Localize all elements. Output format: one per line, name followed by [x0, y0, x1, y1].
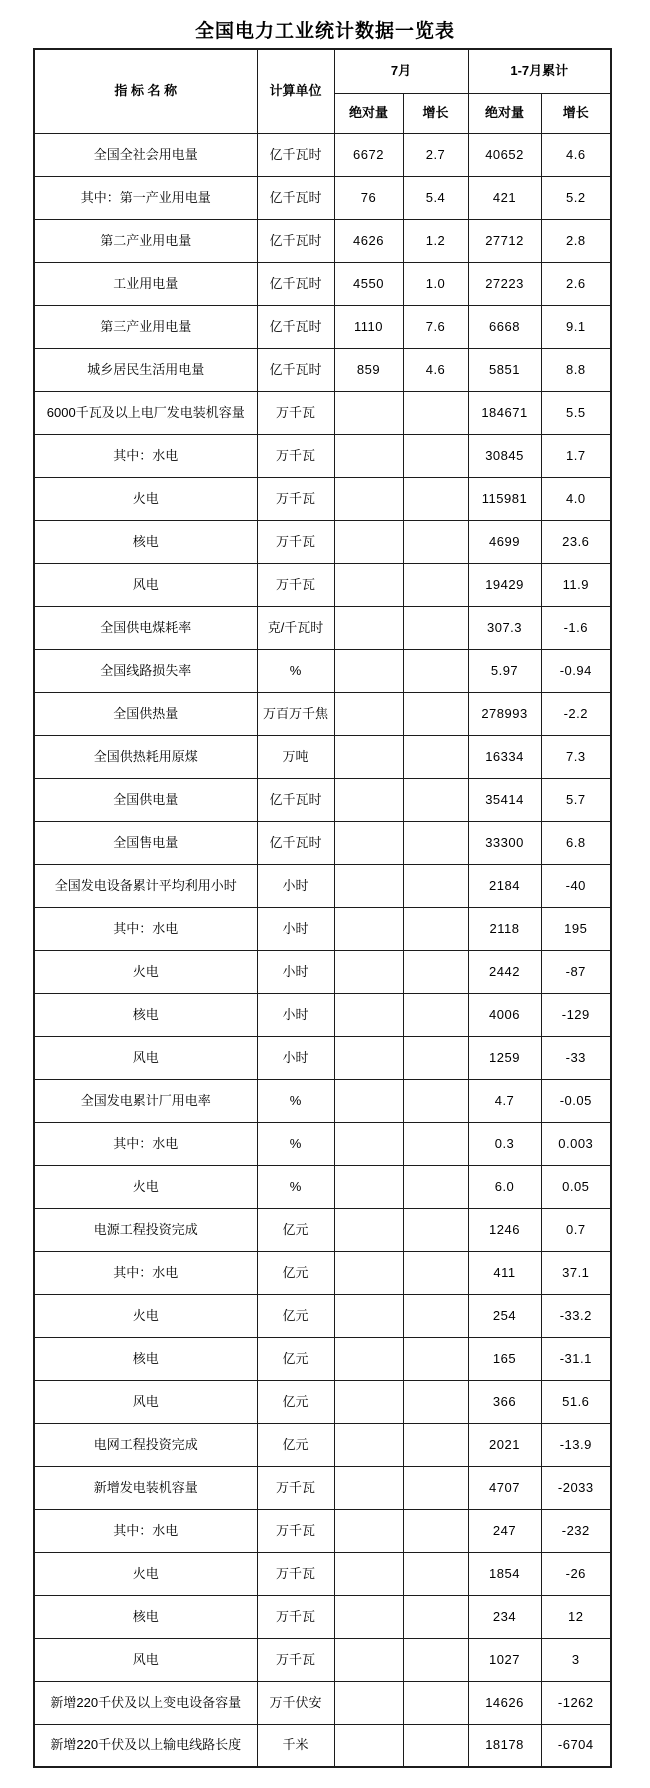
july-growth-cell — [403, 1509, 468, 1552]
header-cumulative: 1-7月累计 — [468, 49, 611, 93]
july-absolute-cell — [334, 692, 403, 735]
indicator-cell: 火电 — [34, 1294, 257, 1337]
cumulative-growth-cell: 4.6 — [541, 133, 611, 176]
cumulative-growth-cell: 9.1 — [541, 305, 611, 348]
july-absolute-cell — [334, 391, 403, 434]
cumulative-absolute-cell: 16334 — [468, 735, 541, 778]
cumulative-growth-cell: 37.1 — [541, 1251, 611, 1294]
cumulative-absolute-cell: 247 — [468, 1509, 541, 1552]
indicator-cell: 其中：水电 — [34, 434, 257, 477]
july-growth-cell — [403, 1251, 468, 1294]
cumulative-absolute-cell: 27223 — [468, 262, 541, 305]
table-row — [34, 606, 611, 649]
cumulative-absolute-cell: 2442 — [468, 950, 541, 993]
cumulative-absolute-cell: 1854 — [468, 1552, 541, 1595]
july-growth-cell — [403, 1079, 468, 1122]
july-growth-cell — [403, 1165, 468, 1208]
july-growth-cell — [403, 778, 468, 821]
indicator-cell: 火电 — [34, 477, 257, 520]
cumulative-growth-cell: -1.6 — [541, 606, 611, 649]
cumulative-absolute-cell: 2184 — [468, 864, 541, 907]
unit-cell: % — [257, 1165, 334, 1208]
unit-cell: 亿元 — [257, 1208, 334, 1251]
unit-cell: 万千瓦 — [257, 477, 334, 520]
july-growth-cell — [403, 1466, 468, 1509]
july-growth-cell — [403, 520, 468, 563]
table-row — [34, 176, 611, 219]
july-growth-cell — [403, 1208, 468, 1251]
indicator-cell: 其中：水电 — [34, 1122, 257, 1165]
table-row — [34, 1509, 611, 1552]
indicator-cell: 全国供电煤耗率 — [34, 606, 257, 649]
indicator-cell: 电源工程投资完成 — [34, 1208, 257, 1251]
cumulative-growth-cell: -2.2 — [541, 692, 611, 735]
july-absolute-cell — [334, 993, 403, 1036]
indicator-cell: 全国供电量 — [34, 778, 257, 821]
july-growth-cell — [403, 649, 468, 692]
table-header — [34, 49, 611, 133]
cumulative-absolute-cell: 27712 — [468, 219, 541, 262]
july-absolute-cell — [334, 1509, 403, 1552]
table-row — [34, 477, 611, 520]
indicator-cell: 新增发电装机容量 — [34, 1466, 257, 1509]
unit-cell: 亿元 — [257, 1380, 334, 1423]
table-row — [34, 1595, 611, 1638]
indicator-cell: 其中：第一产业用电量 — [34, 176, 257, 219]
july-growth-cell — [403, 1036, 468, 1079]
july-absolute-cell — [334, 649, 403, 692]
cumulative-growth-cell: 0.003 — [541, 1122, 611, 1165]
july-absolute-cell — [334, 1552, 403, 1595]
table-row — [34, 907, 611, 950]
cumulative-growth-cell: 0.05 — [541, 1165, 611, 1208]
cumulative-growth-cell: -13.9 — [541, 1423, 611, 1466]
cumulative-absolute-cell: 1027 — [468, 1638, 541, 1681]
unit-cell: 千米 — [257, 1724, 334, 1767]
page-title: 全国电力工业统计数据一览表 — [194, 21, 455, 42]
cumulative-absolute-cell: 278993 — [468, 692, 541, 735]
july-absolute-cell — [334, 563, 403, 606]
table-row — [34, 692, 611, 735]
table-row — [34, 391, 611, 434]
july-growth-cell: 1.0 — [403, 262, 468, 305]
indicator-cell: 全国线路损失率 — [34, 649, 257, 692]
table-row — [34, 778, 611, 821]
table-row — [34, 1165, 611, 1208]
unit-cell: 万千瓦 — [257, 1509, 334, 1552]
table-row — [34, 133, 611, 176]
cumulative-growth-cell: 5.2 — [541, 176, 611, 219]
july-growth-cell — [403, 864, 468, 907]
cumulative-absolute-cell: 14626 — [468, 1681, 541, 1724]
unit-cell: 亿千瓦时 — [257, 821, 334, 864]
header-july-absolute: 绝对量 — [334, 93, 403, 133]
cumulative-absolute-cell: 411 — [468, 1251, 541, 1294]
header-row-top — [34, 49, 611, 93]
unit-cell: 小时 — [257, 950, 334, 993]
unit-cell: 小时 — [257, 993, 334, 1036]
july-growth-cell — [403, 692, 468, 735]
indicator-cell: 第二产业用电量 — [34, 219, 257, 262]
cumulative-growth-cell: 2.8 — [541, 219, 611, 262]
july-absolute-cell: 859 — [334, 348, 403, 391]
july-absolute-cell — [334, 1595, 403, 1638]
cumulative-absolute-cell: 5851 — [468, 348, 541, 391]
july-absolute-cell — [334, 1638, 403, 1681]
table-row — [34, 864, 611, 907]
july-absolute-cell — [334, 520, 403, 563]
july-absolute-cell — [334, 1036, 403, 1079]
july-growth-cell — [403, 907, 468, 950]
unit-cell: 亿千瓦时 — [257, 348, 334, 391]
cumulative-absolute-cell: 4006 — [468, 993, 541, 1036]
cumulative-growth-cell: 12 — [541, 1595, 611, 1638]
cumulative-growth-cell: -0.94 — [541, 649, 611, 692]
indicator-cell: 火电 — [34, 1165, 257, 1208]
table-row — [34, 1122, 611, 1165]
cumulative-growth-cell: -1262 — [541, 1681, 611, 1724]
july-growth-cell: 1.2 — [403, 219, 468, 262]
july-absolute-cell — [334, 735, 403, 778]
cumulative-absolute-cell: 2118 — [468, 907, 541, 950]
cumulative-absolute-cell: 4699 — [468, 520, 541, 563]
cumulative-absolute-cell: 33300 — [468, 821, 541, 864]
indicator-cell: 全国供热耗用原煤 — [34, 735, 257, 778]
unit-cell: 小时 — [257, 864, 334, 907]
july-growth-cell — [403, 821, 468, 864]
cumulative-growth-cell: 195 — [541, 907, 611, 950]
table-row — [34, 1337, 611, 1380]
unit-cell: 万千瓦 — [257, 563, 334, 606]
july-growth-cell — [403, 1681, 468, 1724]
table-row — [34, 1251, 611, 1294]
cumulative-growth-cell: -40 — [541, 864, 611, 907]
table-row — [34, 1208, 611, 1251]
july-growth-cell — [403, 1552, 468, 1595]
july-growth-cell: 5.4 — [403, 176, 468, 219]
cumulative-absolute-cell: 19429 — [468, 563, 541, 606]
indicator-cell: 火电 — [34, 950, 257, 993]
table-row — [34, 563, 611, 606]
july-growth-cell — [403, 950, 468, 993]
indicator-cell: 全国售电量 — [34, 821, 257, 864]
cumulative-growth-cell: 23.6 — [541, 520, 611, 563]
unit-cell: 万千瓦 — [257, 391, 334, 434]
unit-cell: 万千瓦 — [257, 434, 334, 477]
table-row — [34, 1036, 611, 1079]
july-absolute-cell: 76 — [334, 176, 403, 219]
indicator-cell: 6000千瓦及以上电厂发电装机容量 — [34, 391, 257, 434]
cumulative-growth-cell: 51.6 — [541, 1380, 611, 1423]
unit-cell: 万千瓦 — [257, 1466, 334, 1509]
indicator-cell: 核电 — [34, 1595, 257, 1638]
unit-cell: % — [257, 649, 334, 692]
cumulative-absolute-cell: 1259 — [468, 1036, 541, 1079]
cumulative-absolute-cell: 6.0 — [468, 1165, 541, 1208]
table-row — [34, 262, 611, 305]
table-row — [34, 1294, 611, 1337]
july-growth-cell — [403, 434, 468, 477]
cumulative-growth-cell: 5.7 — [541, 778, 611, 821]
indicator-cell: 新增220千伏及以上变电设备容量 — [34, 1681, 257, 1724]
cumulative-growth-cell: -129 — [541, 993, 611, 1036]
table-row — [34, 821, 611, 864]
unit-cell: 亿千瓦时 — [257, 133, 334, 176]
cumulative-growth-cell: -33.2 — [541, 1294, 611, 1337]
july-growth-cell: 7.6 — [403, 305, 468, 348]
unit-cell: 亿千瓦时 — [257, 778, 334, 821]
july-absolute-cell — [334, 821, 403, 864]
cumulative-growth-cell: -232 — [541, 1509, 611, 1552]
cumulative-growth-cell: -0.05 — [541, 1079, 611, 1122]
indicator-cell: 全国供热量 — [34, 692, 257, 735]
unit-cell: 亿千瓦时 — [257, 176, 334, 219]
july-growth-cell — [403, 1337, 468, 1380]
cumulative-absolute-cell: 6668 — [468, 305, 541, 348]
indicator-cell: 其中：水电 — [34, 1251, 257, 1294]
july-absolute-cell — [334, 477, 403, 520]
indicator-cell: 全国发电累计厂用电率 — [34, 1079, 257, 1122]
indicator-cell: 工业用电量 — [34, 262, 257, 305]
indicator-cell: 核电 — [34, 993, 257, 1036]
unit-cell: % — [257, 1079, 334, 1122]
cumulative-absolute-cell: 5.97 — [468, 649, 541, 692]
july-absolute-cell — [334, 606, 403, 649]
cumulative-absolute-cell: 1246 — [468, 1208, 541, 1251]
unit-cell: 亿千瓦时 — [257, 219, 334, 262]
table-row — [34, 735, 611, 778]
table-row — [34, 1681, 611, 1724]
indicator-cell: 新增220千伏及以上输电线路长度 — [34, 1724, 257, 1767]
cumulative-absolute-cell: 4.7 — [468, 1079, 541, 1122]
cumulative-growth-cell: 1.7 — [541, 434, 611, 477]
cumulative-growth-cell: -26 — [541, 1552, 611, 1595]
table-row — [34, 1380, 611, 1423]
header-unit: 计算单位 — [257, 49, 334, 133]
unit-cell: 万千伏安 — [257, 1681, 334, 1724]
indicator-cell: 电网工程投资完成 — [34, 1423, 257, 1466]
table-row — [34, 950, 611, 993]
unit-cell: 万千瓦 — [257, 1595, 334, 1638]
unit-cell: 亿元 — [257, 1423, 334, 1466]
cumulative-growth-cell: -33 — [541, 1036, 611, 1079]
indicator-cell: 第三产业用电量 — [34, 305, 257, 348]
indicator-cell: 核电 — [34, 520, 257, 563]
indicator-cell: 其中：水电 — [34, 907, 257, 950]
cumulative-absolute-cell: 2021 — [468, 1423, 541, 1466]
header-cumulative-growth: 增长 — [541, 93, 611, 133]
header-july: 7月 — [334, 49, 468, 93]
cumulative-absolute-cell: 421 — [468, 176, 541, 219]
july-growth-cell — [403, 993, 468, 1036]
july-absolute-cell — [334, 1466, 403, 1509]
cumulative-growth-cell: 2.6 — [541, 262, 611, 305]
july-growth-cell — [403, 1423, 468, 1466]
july-growth-cell — [403, 1638, 468, 1681]
cumulative-absolute-cell: 115981 — [468, 477, 541, 520]
table-body — [34, 133, 611, 1767]
indicator-cell: 火电 — [34, 1552, 257, 1595]
unit-cell: 克/千瓦时 — [257, 606, 334, 649]
july-growth-cell — [403, 563, 468, 606]
unit-cell: 万千瓦 — [257, 520, 334, 563]
july-growth-cell — [403, 1122, 468, 1165]
july-growth-cell — [403, 391, 468, 434]
indicator-cell: 全国发电设备累计平均利用小时 — [34, 864, 257, 907]
cumulative-growth-cell: 6.8 — [541, 821, 611, 864]
table-row — [34, 434, 611, 477]
july-absolute-cell — [334, 950, 403, 993]
unit-cell: 亿千瓦时 — [257, 305, 334, 348]
cumulative-absolute-cell: 254 — [468, 1294, 541, 1337]
unit-cell: 亿元 — [257, 1337, 334, 1380]
july-absolute-cell — [334, 1380, 403, 1423]
table-row — [34, 1466, 611, 1509]
july-absolute-cell — [334, 907, 403, 950]
july-absolute-cell: 4626 — [334, 219, 403, 262]
cumulative-growth-cell: 7.3 — [541, 735, 611, 778]
header-july-growth: 增长 — [403, 93, 468, 133]
july-absolute-cell: 6672 — [334, 133, 403, 176]
july-absolute-cell — [334, 434, 403, 477]
july-absolute-cell: 4550 — [334, 262, 403, 305]
cumulative-growth-cell: -31.1 — [541, 1337, 611, 1380]
july-growth-cell — [403, 1724, 468, 1767]
july-growth-cell: 2.7 — [403, 133, 468, 176]
july-absolute-cell — [334, 1724, 403, 1767]
cumulative-absolute-cell: 18178 — [468, 1724, 541, 1767]
july-growth-cell — [403, 606, 468, 649]
cumulative-growth-cell: 0.7 — [541, 1208, 611, 1251]
indicator-cell: 风电 — [34, 1380, 257, 1423]
cumulative-absolute-cell: 4707 — [468, 1466, 541, 1509]
unit-cell: 亿千瓦时 — [257, 262, 334, 305]
indicator-cell: 风电 — [34, 1036, 257, 1079]
header-cumulative-absolute: 绝对量 — [468, 93, 541, 133]
july-growth-cell — [403, 1595, 468, 1638]
cumulative-growth-cell: 8.8 — [541, 348, 611, 391]
unit-cell: 亿元 — [257, 1251, 334, 1294]
july-growth-cell: 4.6 — [403, 348, 468, 391]
july-absolute-cell — [334, 1294, 403, 1337]
july-absolute-cell — [334, 1079, 403, 1122]
cumulative-absolute-cell: 40652 — [468, 133, 541, 176]
indicator-cell: 城乡居民生活用电量 — [34, 348, 257, 391]
indicator-cell: 其中：水电 — [34, 1509, 257, 1552]
july-absolute-cell — [334, 1208, 403, 1251]
table-row — [34, 305, 611, 348]
july-absolute-cell: 1110 — [334, 305, 403, 348]
july-absolute-cell — [334, 864, 403, 907]
statistics-table — [33, 48, 612, 1768]
unit-cell: % — [257, 1122, 334, 1165]
july-absolute-cell — [334, 1681, 403, 1724]
cumulative-absolute-cell: 234 — [468, 1595, 541, 1638]
unit-cell: 小时 — [257, 1036, 334, 1079]
cumulative-growth-cell: -2033 — [541, 1466, 611, 1509]
july-absolute-cell — [334, 1337, 403, 1380]
table-row — [34, 1724, 611, 1767]
table-row — [34, 993, 611, 1036]
unit-cell: 万千瓦 — [257, 1638, 334, 1681]
table-row — [34, 1638, 611, 1681]
unit-cell: 万吨 — [257, 735, 334, 778]
july-absolute-cell — [334, 1165, 403, 1208]
july-growth-cell — [403, 1380, 468, 1423]
cumulative-growth-cell: -6704 — [541, 1724, 611, 1767]
cumulative-absolute-cell: 165 — [468, 1337, 541, 1380]
july-absolute-cell — [334, 1423, 403, 1466]
july-absolute-cell — [334, 1122, 403, 1165]
indicator-cell: 全国全社会用电量 — [34, 133, 257, 176]
cumulative-absolute-cell: 366 — [468, 1380, 541, 1423]
cumulative-absolute-cell: 35414 — [468, 778, 541, 821]
cumulative-growth-cell: 5.5 — [541, 391, 611, 434]
cumulative-absolute-cell: 307.3 — [468, 606, 541, 649]
cumulative-absolute-cell: 184671 — [468, 391, 541, 434]
table-row — [34, 1079, 611, 1122]
july-growth-cell — [403, 1294, 468, 1337]
july-absolute-cell — [334, 778, 403, 821]
july-growth-cell — [403, 735, 468, 778]
cumulative-growth-cell: 3 — [541, 1638, 611, 1681]
unit-cell: 亿元 — [257, 1294, 334, 1337]
unit-cell: 万千瓦 — [257, 1552, 334, 1595]
july-absolute-cell — [334, 1251, 403, 1294]
table-row — [34, 1552, 611, 1595]
table-row — [34, 649, 611, 692]
cumulative-absolute-cell: 30845 — [468, 434, 541, 477]
table-row — [34, 348, 611, 391]
indicator-cell: 风电 — [34, 1638, 257, 1681]
unit-cell: 万百万千焦 — [257, 692, 334, 735]
cumulative-growth-cell: 11.9 — [541, 563, 611, 606]
indicator-cell: 风电 — [34, 563, 257, 606]
table-row — [34, 520, 611, 563]
cumulative-absolute-cell: 0.3 — [468, 1122, 541, 1165]
cumulative-growth-cell: -87 — [541, 950, 611, 993]
table-row — [34, 1423, 611, 1466]
header-indicator: 指 标 名 称 — [34, 49, 257, 133]
indicator-cell: 核电 — [34, 1337, 257, 1380]
table-row — [34, 219, 611, 262]
july-growth-cell — [403, 477, 468, 520]
unit-cell: 小时 — [257, 907, 334, 950]
cumulative-growth-cell: 4.0 — [541, 477, 611, 520]
